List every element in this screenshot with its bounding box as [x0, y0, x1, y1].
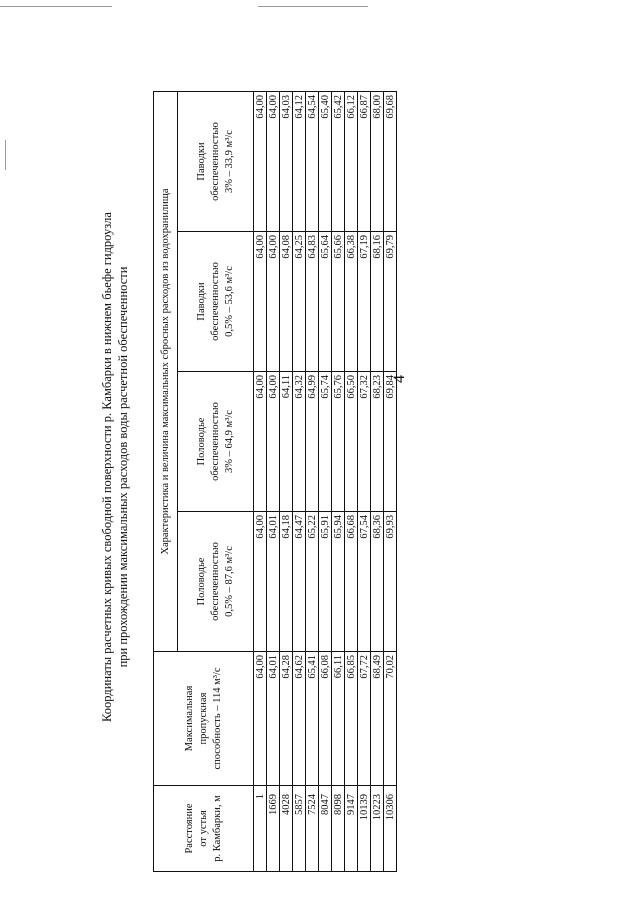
table-row [254, 92, 267, 872]
cell-value: 66,68 [345, 512, 358, 652]
rotated-content [99, 47, 396, 887]
cell-value: 64,47 [293, 512, 306, 652]
column-header-distance: Расстояние от устья р. Камбарки, м [154, 786, 254, 872]
cell-value: 65,91 [319, 512, 332, 652]
cell-value: 64,99 [306, 372, 319, 512]
column-header-flood-3: Половодье обеспеченностью 3% – 64,9 м³/с [178, 372, 254, 512]
table-row [332, 92, 345, 872]
cell-value: 64,12 [293, 92, 306, 232]
cell-distance: 4028 [280, 786, 293, 872]
cell-value: 68,36 [371, 512, 384, 652]
cell-value: 64,32 [293, 372, 306, 512]
cell-value: 64,28 [280, 652, 293, 786]
cell-value: 66,11 [332, 652, 345, 786]
cell-value: 65,40 [319, 92, 332, 232]
title-line-1: Координаты расчетных кривых свободной поверхности р. Камбарки в нижнем бьефе гидроузла [100, 212, 114, 722]
cell-value: 65,76 [332, 372, 345, 512]
cell-value: 65,66 [332, 232, 345, 372]
cell-value: 66,87 [358, 92, 371, 232]
cell-value: 64,00 [267, 92, 280, 232]
column-header-freshet-0-5: Паводки обеспеченностью 0,5% – 53,6 м³/с [178, 232, 254, 372]
cell-value: 67,19 [358, 232, 371, 372]
cell-distance: 9147 [345, 786, 358, 872]
cell-value: 64,01 [267, 652, 280, 786]
cell-value: 68,23 [371, 372, 384, 512]
cell-distance: 1 [254, 786, 267, 872]
cell-value: 65,42 [332, 92, 345, 232]
cell-value: 66,08 [319, 652, 332, 786]
cell-value: 64,00 [254, 512, 267, 652]
cell-distance: 7524 [306, 786, 319, 872]
group-header-discharge: Характеристика и величина максимальных сбросных расходов из водохранилища [154, 92, 178, 652]
cell-value: 68,16 [371, 232, 384, 372]
cell-value: 69,68 [384, 92, 397, 232]
cell-value: 68,49 [371, 652, 384, 786]
column-header-max-capacity: Максимальная пропускная способность – 114 м³/с [154, 652, 254, 786]
cell-value: 65,22 [306, 512, 319, 652]
cell-value: 69,93 [384, 512, 397, 652]
table-row [371, 92, 384, 872]
cell-value: 66,38 [345, 232, 358, 372]
table-row [306, 92, 319, 872]
cell-value: 68,00 [371, 92, 384, 232]
cell-value: 64,54 [306, 92, 319, 232]
water-level-table [153, 91, 397, 872]
cell-distance: 5857 [293, 786, 306, 872]
table-row [267, 92, 280, 872]
cell-value: 66,85 [345, 652, 358, 786]
column-header-flood-0-5: Половодье обеспеченностью 0,5% – 87,6 м³/с [178, 512, 254, 652]
cell-value: 69,79 [384, 232, 397, 372]
cell-value: 65,94 [332, 512, 345, 652]
scan-artifact-top-right [258, 6, 368, 7]
cell-value: 67,54 [358, 512, 371, 652]
cell-distance: 8047 [319, 786, 332, 872]
table-row [319, 92, 332, 872]
scan-artifact-left-dash [5, 140, 6, 170]
cell-value: 64,83 [306, 232, 319, 372]
table-row [358, 92, 371, 872]
cell-value: 64,18 [280, 512, 293, 652]
page-number: 4 [391, 375, 408, 383]
document-title [99, 47, 139, 887]
cell-value: 64,08 [280, 232, 293, 372]
cell-value: 64,00 [254, 232, 267, 372]
cell-value: 66,50 [345, 372, 358, 512]
cell-value: 64,00 [254, 92, 267, 232]
cell-distance: 1669 [267, 786, 280, 872]
cell-value: 64,03 [280, 92, 293, 232]
cell-value: 65,64 [319, 232, 332, 372]
cell-value: 64,62 [293, 652, 306, 786]
cell-value: 64,25 [293, 232, 306, 372]
cell-value: 64,11 [280, 372, 293, 512]
cell-distance: 10223 [371, 786, 384, 872]
cell-value: 70,02 [384, 652, 397, 786]
cell-distance: 8098 [332, 786, 345, 872]
title-line-2: при прохождении максимальных расходов воды расчетной обеспеченности [116, 266, 130, 668]
cell-value: 64,00 [254, 652, 267, 786]
cell-value: 67,72 [358, 652, 371, 786]
cell-value: 69,84 [384, 372, 397, 512]
cell-value: 64,00 [267, 372, 280, 512]
cell-value: 65,41 [306, 652, 319, 786]
cell-distance: 10306 [384, 786, 397, 872]
column-header-freshet-3: Паводки обеспеченностью 3% – 33,9 м³/с [178, 92, 254, 232]
cell-value: 64,00 [254, 372, 267, 512]
cell-value: 67,32 [358, 372, 371, 512]
table-row [384, 92, 397, 872]
cell-distance: 10139 [358, 786, 371, 872]
cell-value: 64,01 [267, 512, 280, 652]
table-row [293, 92, 306, 872]
table-row [280, 92, 293, 872]
cell-value: 64,00 [267, 232, 280, 372]
scan-artifact-top-left [0, 6, 112, 7]
table-row [345, 92, 358, 872]
cell-value: 66,12 [345, 92, 358, 232]
cell-value: 65,74 [319, 372, 332, 512]
